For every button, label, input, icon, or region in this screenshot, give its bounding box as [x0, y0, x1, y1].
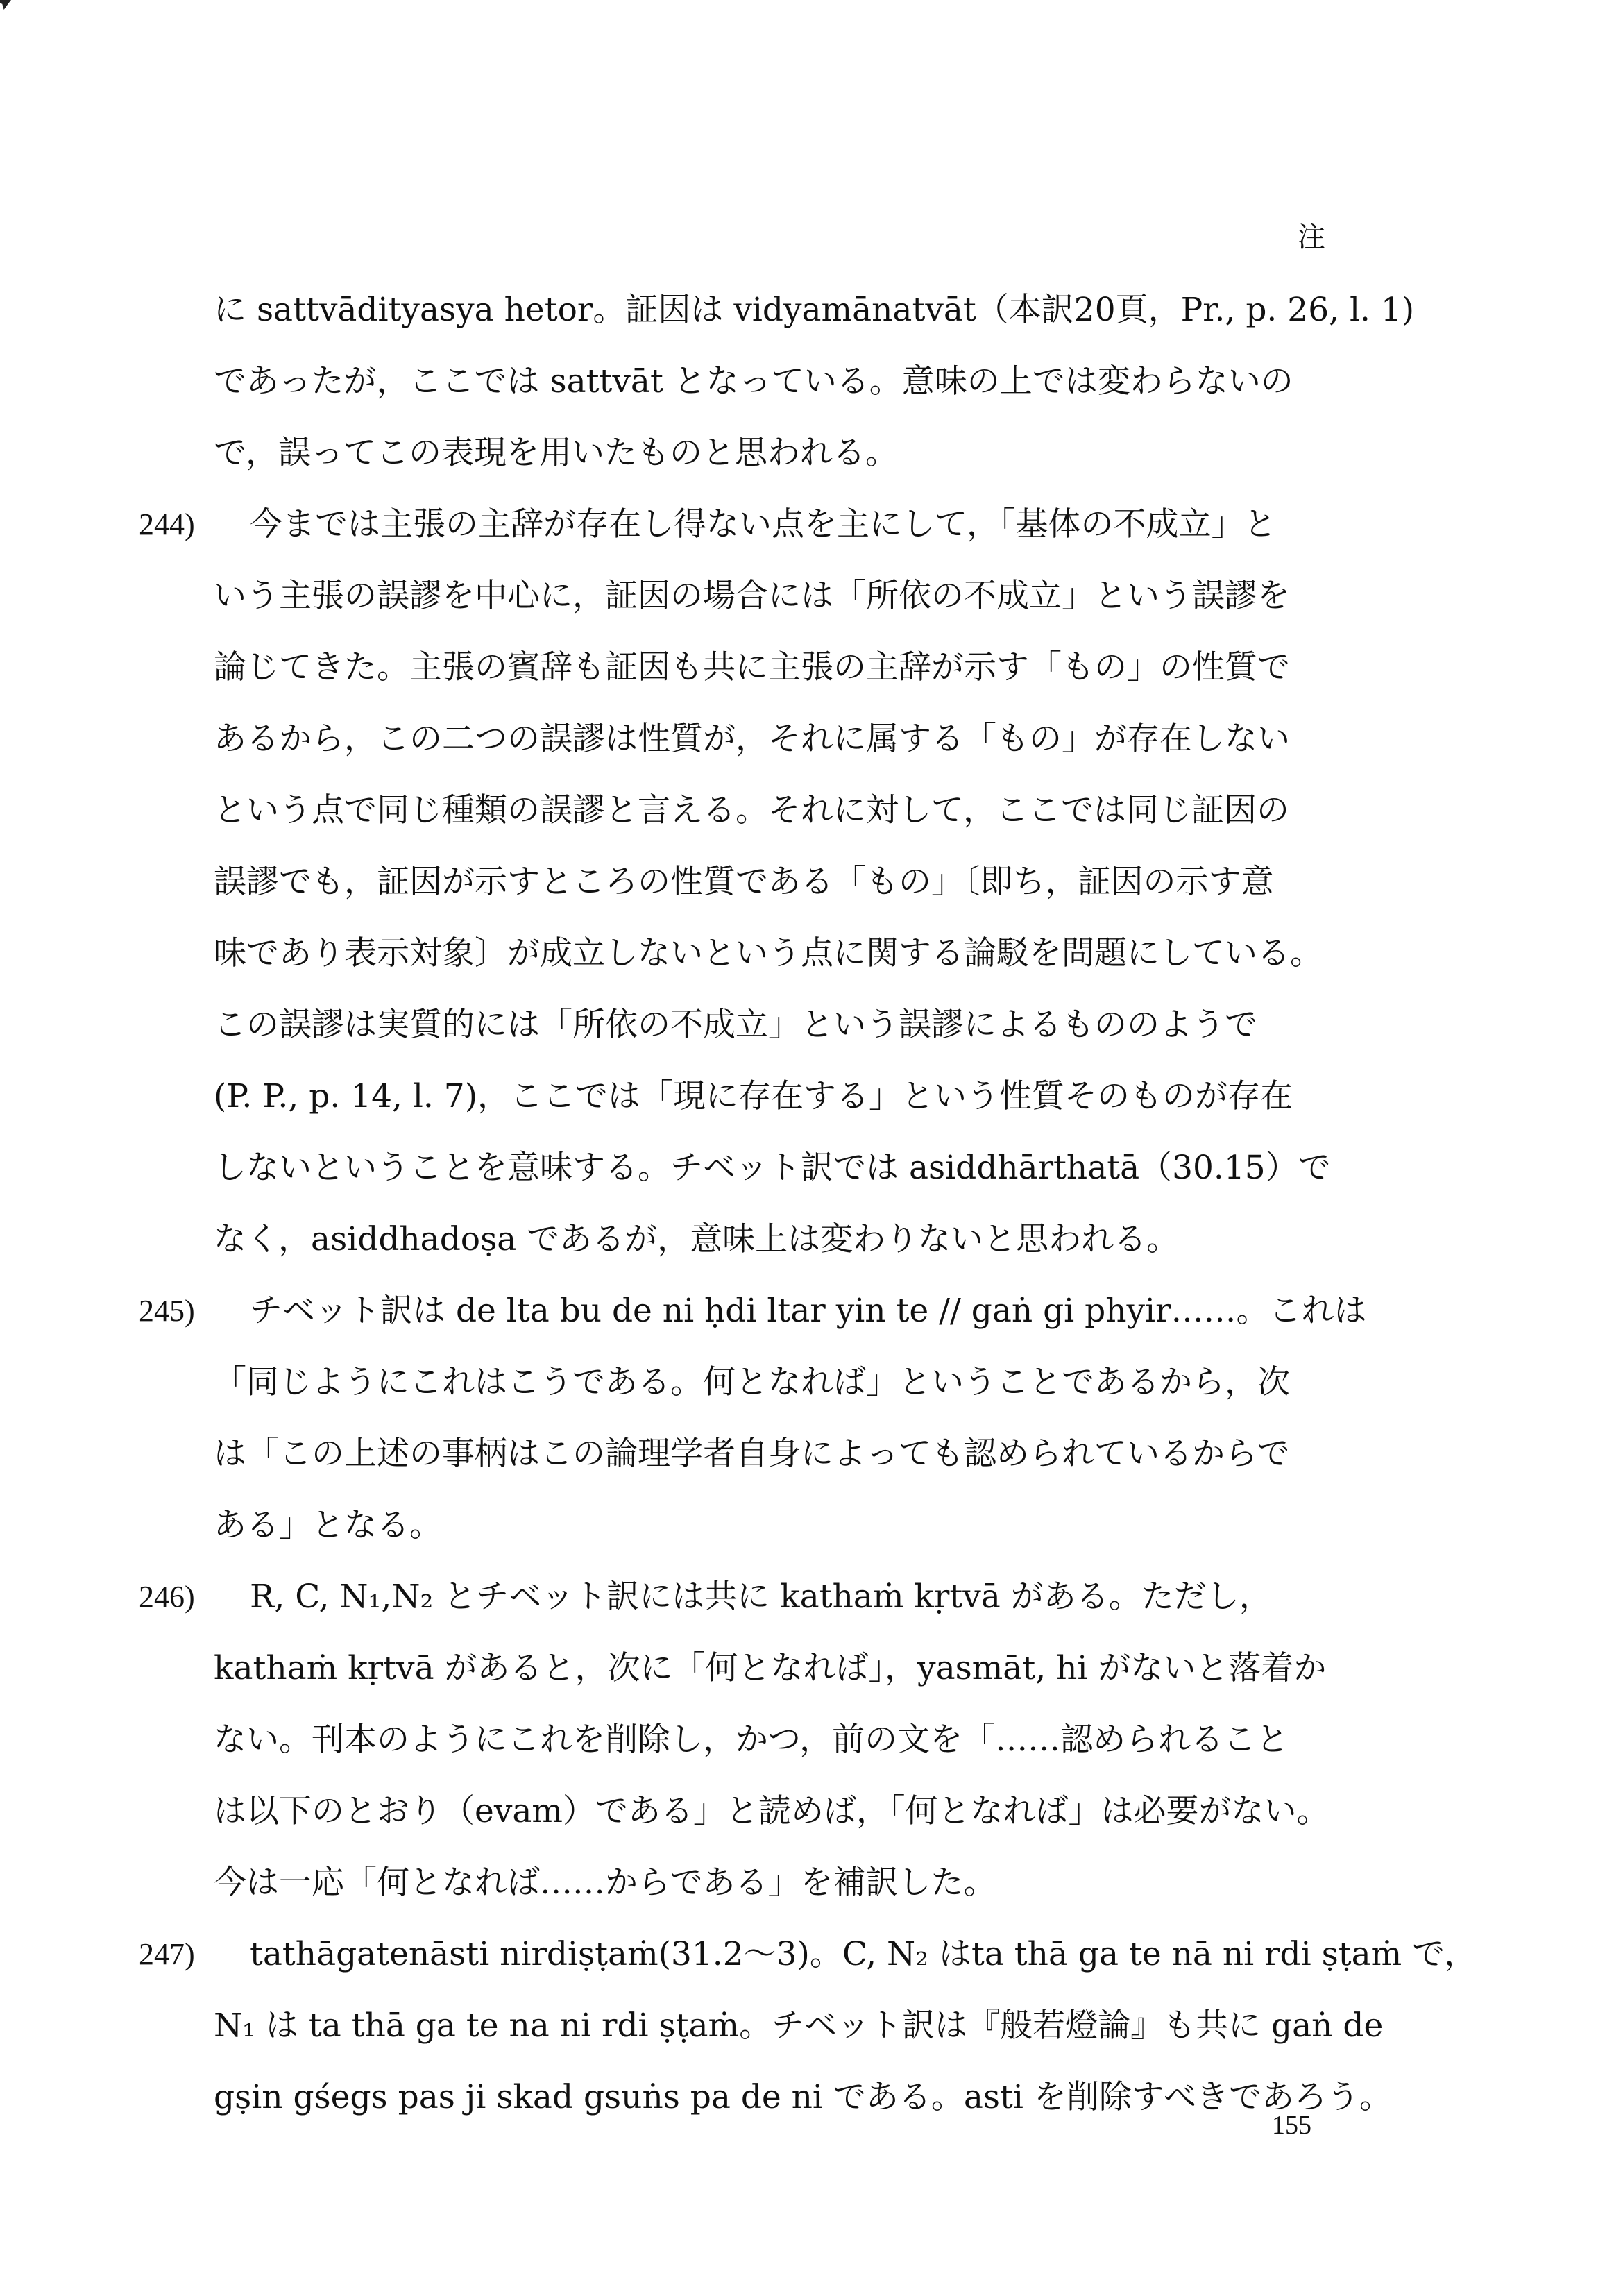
page-number: 155	[1272, 2111, 1311, 2140]
note-246	[139, 1561, 1388, 1918]
text-line: 誤謬でも，証因が示すところの性質である「もの」〔即ち，証因の示す意	[214, 863, 1274, 901]
text-line: あるから，この二つの誤謬は性質が，それに属する「もの」が存在しない	[214, 720, 1290, 758]
text-line: で，誤ってこの表現を用いたものと思われる。	[214, 434, 899, 472]
note-247	[139, 1918, 1477, 2133]
text-line: 今は一応「何となれば……からである」を補訳した。	[214, 1864, 996, 1902]
text-line: チベット訳は de lta bu de ni ḥdi ltar yin te // gaṅ gi phyir……。これは	[250, 1292, 1367, 1330]
text-line: いう主張の誤謬を中心に，証因の場合には「所依の不成立」という誤謬を	[214, 577, 1290, 615]
text-line: gṣin gśegs pas ji skad gsuṅs pa de ni である。asti を削除すべきであろう。	[214, 2078, 1392, 2116]
text-line: は「この上述の事柄はこの論理学者自身によっても認められているからで	[214, 1435, 1290, 1473]
text-line: に sattvādityasya hetor。証因は vidyamānatvāt（本訳20頁，Pr., p. 26, l. 1)	[214, 291, 1415, 329]
continuation-paragraph	[139, 274, 1415, 489]
note-number: 247)	[139, 1937, 195, 1971]
text-line: N₁ は ta thā ga te na ni rdi ṣṭaṁ。チベット訳は『般若燈論』も共に gaṅ de	[214, 2007, 1384, 2045]
note-244	[139, 489, 1388, 1275]
text-line: ない。刊本のようにこれを削除し，かつ，前の文を「……認められること	[214, 1721, 1289, 1759]
text-line: kathaṁ kṛtvā があると，次に「何となれば」，yasmāt, hi がないと落着か	[214, 1649, 1327, 1687]
text-line: ある」となる。	[214, 1506, 442, 1544]
text-line: R, C, N₁,N₂ とチベット訳には共に kathaṁ kṛtvā がある。ただし，	[250, 1578, 1272, 1616]
text-line: であったが，ここでは sattvāt となっている。意味の上では変わらないの	[214, 362, 1293, 400]
note-number: 244)	[139, 507, 195, 541]
note-number: 246)	[139, 1580, 195, 1614]
text-line: (P. P., p. 14, l. 7)，ここでは「現に存在する」という性質そのものが存在	[214, 1077, 1293, 1115]
text-line: tathāgatenāsti nirdiṣṭaṁ(31.2〜3)。C, N₂ はta thā ga te nā ni rdi ṣṭaṁ で，	[250, 1935, 1477, 1973]
text-line: 論じてきた。主張の賓辞も証因も共に主張の主辞が示す「もの」の性質で	[214, 648, 1290, 686]
text-line: 「同じようにこれはこうである。何となれば」ということであるから，次	[214, 1363, 1290, 1401]
scan-corner-mark	[0, 0, 11, 10]
text-line: なく，asiddhadoṣa であるが，意味上は変わりないと思われる。	[214, 1220, 1180, 1258]
text-line: 味であり表示対象〕が成立しないという点に関する論駁を問題にしている。	[214, 934, 1323, 972]
page-body	[139, 274, 1477, 2133]
text-line: という点で同じ種類の誤謬と言える。それに対して，ここでは同じ証因の	[214, 791, 1290, 829]
text-line: 今までは主張の主辞が存在し得ない点を主にして，「基体の不成立」と	[250, 505, 1277, 543]
note-245	[139, 1275, 1388, 1561]
text-line: しないということを意味する。チベット訳では asiddhārthatā（30.15）で	[214, 1149, 1331, 1187]
running-header: 注	[1298, 221, 1325, 253]
text-line: この誤謬は実質的には「所依の不成立」という誤謬によるもののようで	[214, 1006, 1257, 1044]
note-number: 245)	[139, 1294, 195, 1328]
text-line: は以下のとおり（evam）である」と読めば，「何となれば」は必要がない。	[214, 1792, 1329, 1830]
